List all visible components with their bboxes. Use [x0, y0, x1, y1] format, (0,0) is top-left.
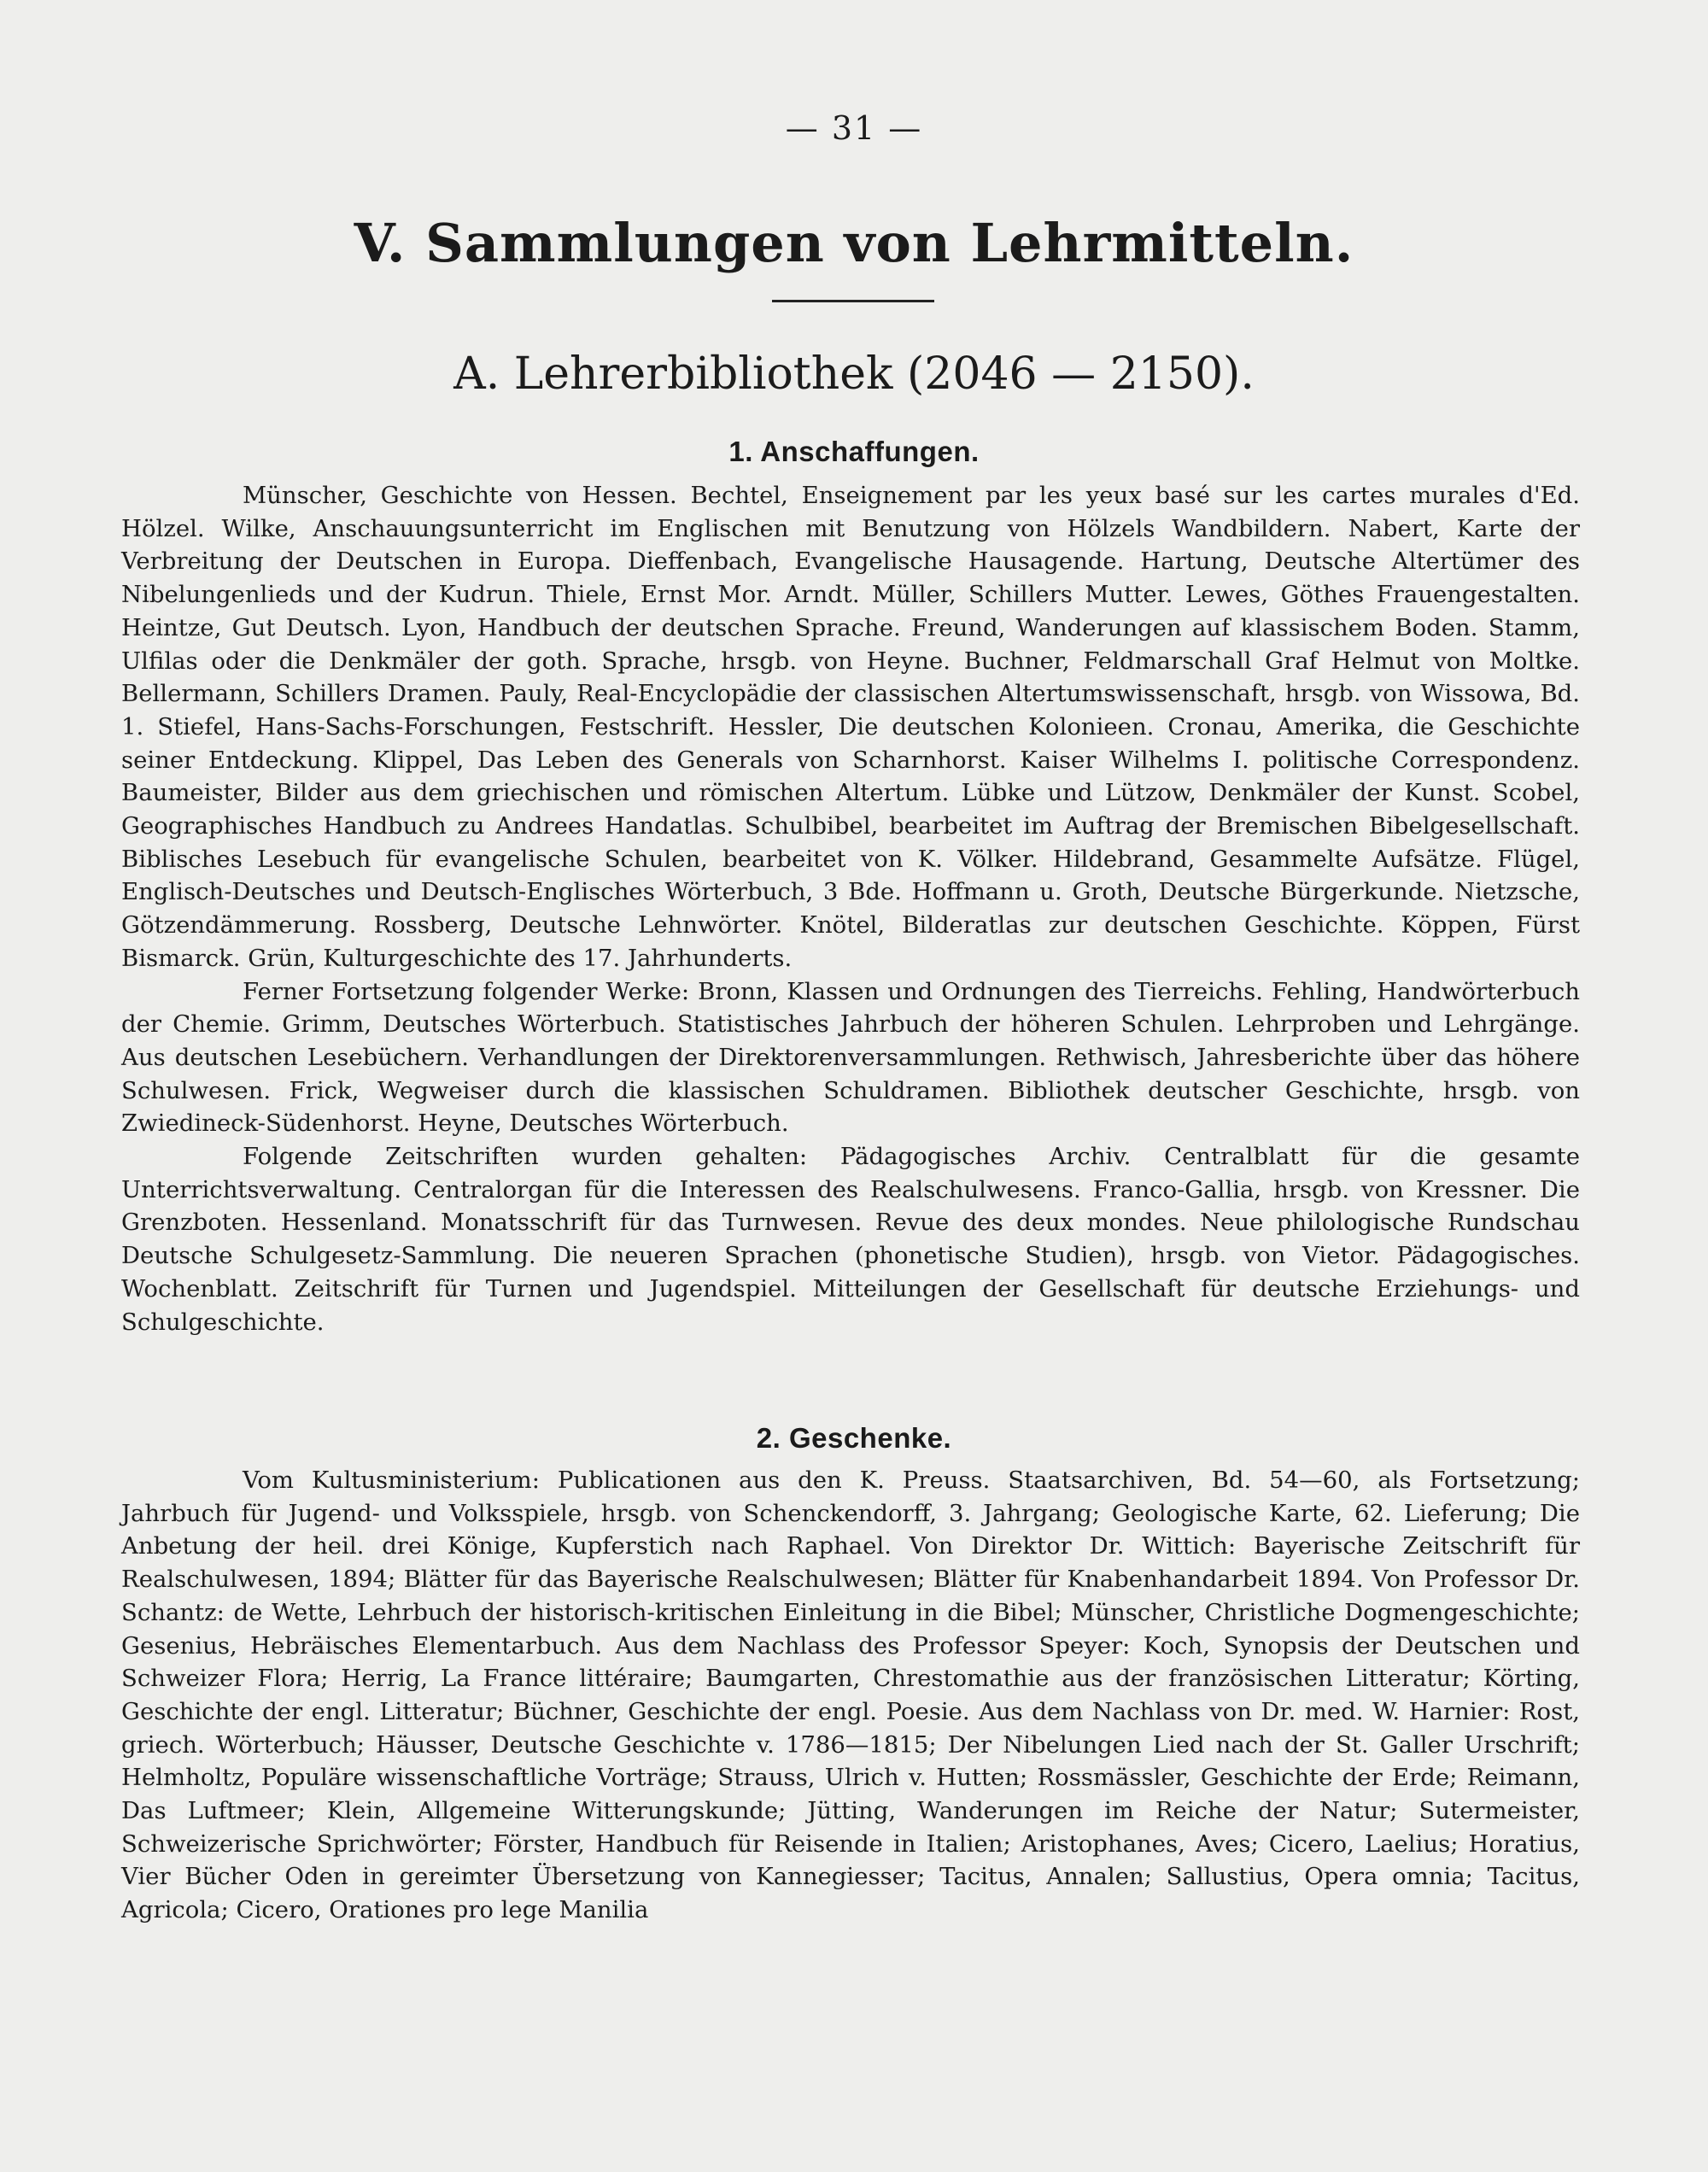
page-number: — 31 —	[785, 109, 923, 147]
title-divider	[772, 300, 934, 302]
paragraph: Folgende Zeitschriften wurden gehalten: Pädagogisches Archiv. Centralblatt für die gesamte Unterrichtsverwaltung. Centralorgan für die Interessen des Realschulwesens. Franco-Gallia, hrsgb. von Kressner. Die Grenzboten. Hessenland. Monatsschrift für das Turnwesen. Revue des deux mondes. Neue philologische Rundschau Deutsche Schulgesetz-Sammlung. Die neueren Sprachen (phonetische Studien), hrsgb. von Vietor. Pädagogisches. Wochenblatt. Zeitschrift für Turnen und Jugendspiel. Mitteilungen der Gesellschaft für deutsche Erziehungs- und Schulgeschichte.	[121, 1143, 1580, 1336]
paragraph: Münscher, Geschichte von Hessen. Bechtel, Enseignement par les yeux basé sur les cartes murales d'Ed. Hölzel. Wilke, Anschauungsunterricht im Englischen mit Benutzung von Hölzels Wandbildern. Nabert, Karte der Verbreitung der Deutschen in Europa. Dieffenbach, Evangelische Hausagende. Hartung, Deutsche Altertümer des Nibelungenlieds und der Kudrun. Thiele, Ernst Mor. Arndt. Müller, Schillers Mutter. Lewes, Göthes Frauengestalten. Heintze, Gut Deutsch. Lyon, Handbuch der deutschen Sprache. Freund, Wanderungen auf klassischem Boden. Stamm, Ulfilas oder die Denkmäler der goth. Sprache, hrsgb. von Heyne. Buchner, Feldmarschall Graf Helmut von Moltke. Bellermann, Schillers Dramen. Pauly, Real-Encyclopädie der classischen Altertumswissenschaft, hrsgb. von Wissowa, Bd. 1. Stiefel, Hans-Sachs-Forschungen, Festschrift. Hessler, Die deutschen Kolonieen. Cronau, Amerika, die Geschichte seiner Entdeckung. Klippel, Das Leben des Generals von Scharnhorst. Kaiser Wilhelms I. politische Correspondenz. Baumeister, Bilder aus dem griechischen und römischen Altertum. Lübke und Lützow, Denkmäler der Kunst. Scobel, Geographisches Handbuch zu Andrees Handatlas. Schulbibel, bearbeitet im Auftrag der Bremischen Bibelgesellschaft. Biblisches Lesebuch für evangelische Schulen, bearbeitet von K. Völker. Hildebrand, Gesammelte Aufsätze. Flügel, Englisch-Deutsches und Deutsch-Englisches Wörterbuch, 3 Bde. Hoffmann u. Groth, Deutsche Bürgerkunde. Nietzsche, Götzendämmerung. Rossberg, Deutsche Lehnwörter. Knötel, Bilderatlas zur deutschen Geschichte. Köppen, Fürst Bismarck. Grün, Kulturgeschichte des 17. Jahrhunderts.	[121, 482, 1580, 972]
paragraph: Vom Kultusministerium: Publicationen aus den K. Preuss. Staatsarchiven, Bd. 54—60, als Fortsetzung; Jahrbuch für Jugend- und Volksspiele, hrsgb. von Schenckendorff, 3. Jahrgang; Geologische Karte, 62. Lieferung; Die Anbetung der heil. drei Könige, Kupferstich nach Raphael. Von Direktor Dr. Wittich: Bayerische Zeitschrift für Realschulwesen, 1894; Blätter für das Bayerische Realschulwesen; Blätter für Knabenhandarbeit 1894. Von Professor Dr. Schantz: de Wette, Lehrbuch der historisch-kritischen Einleitung in die Bibel; Münscher, Christliche Dogmengeschichte; Gesenius, Hebräisches Elementarbuch. Aus dem Nachlass des Professor Speyer: Koch, Synopsis der Deutschen und Schweizer Flora; Herrig, La France littéraire; Baumgarten, Chrestomathie aus der französischen Litteratur; Körting, Geschichte der engl. Litteratur; Büchner, Geschichte der engl. Poesie. Aus dem Nachlass von Dr. med. W. Harnier: Rost, griech. Wörterbuch; Häusser, Deutsche Geschichte v. 1786—1815; Der Nibelungen Lied nach der St. Galler Urschrift; Helmholtz, Populäre wissenschaftliche Vorträge; Strauss, Ulrich v. Hutten; Rossmässler, Geschichte der Erde; Reimann, Das Luftmeer; Klein, Allgemeine Witterungskunde; Jütting, Wanderungen im Reiche der Natur; Sutermeister, Schweizerische Sprichwörter; Förster, Handbuch für Reisende in Italien; Aristophanes, Aves; Cicero, Laelius; Horatius, Vier Bücher Oden in gereimter Übersetzung von Kannegiesser; Tacitus, Annalen; Sallustius, Opera omnia; Tacitus, Agricola; Cicero, Orationes pro lege Manilia	[121, 1467, 1580, 1924]
page-title: V. Sammlungen von Lehrmitteln.	[354, 212, 1354, 274]
section-body-geschenke	[121, 1464, 1580, 1927]
section-heading-anschaffungen: 1. Anschaffungen.	[728, 436, 980, 467]
section-body-anschaffungen	[121, 479, 1580, 1338]
subtitle: A. Lehrerbibliothek (2046 — 2150).	[453, 348, 1255, 400]
paragraph: Ferner Fortsetzung folgender Werke: Bronn, Klassen und Ordnungen des Tierreichs. Fehling, Handwörterbuch der Chemie. Grimm, Deutsches Wörterbuch. Statistisches Jahrbuch der höheren Schulen. Lehrproben und Lehrgänge. Aus deutschen Lesebüchern. Verhandlungen der Direktorenversammlungen. Rethwisch, Jahresberichte über das höhere Schulwesen. Frick, Wegweiser durch die klassischen Schuldramen. Bibliothek deutscher Geschichte, hrsgb. von Zwiedineck-Südenhorst. Heyne, Deutsches Wörterbuch.	[121, 977, 1580, 1138]
section-heading-geschenke: 2. Geschenke.	[756, 1422, 952, 1454]
